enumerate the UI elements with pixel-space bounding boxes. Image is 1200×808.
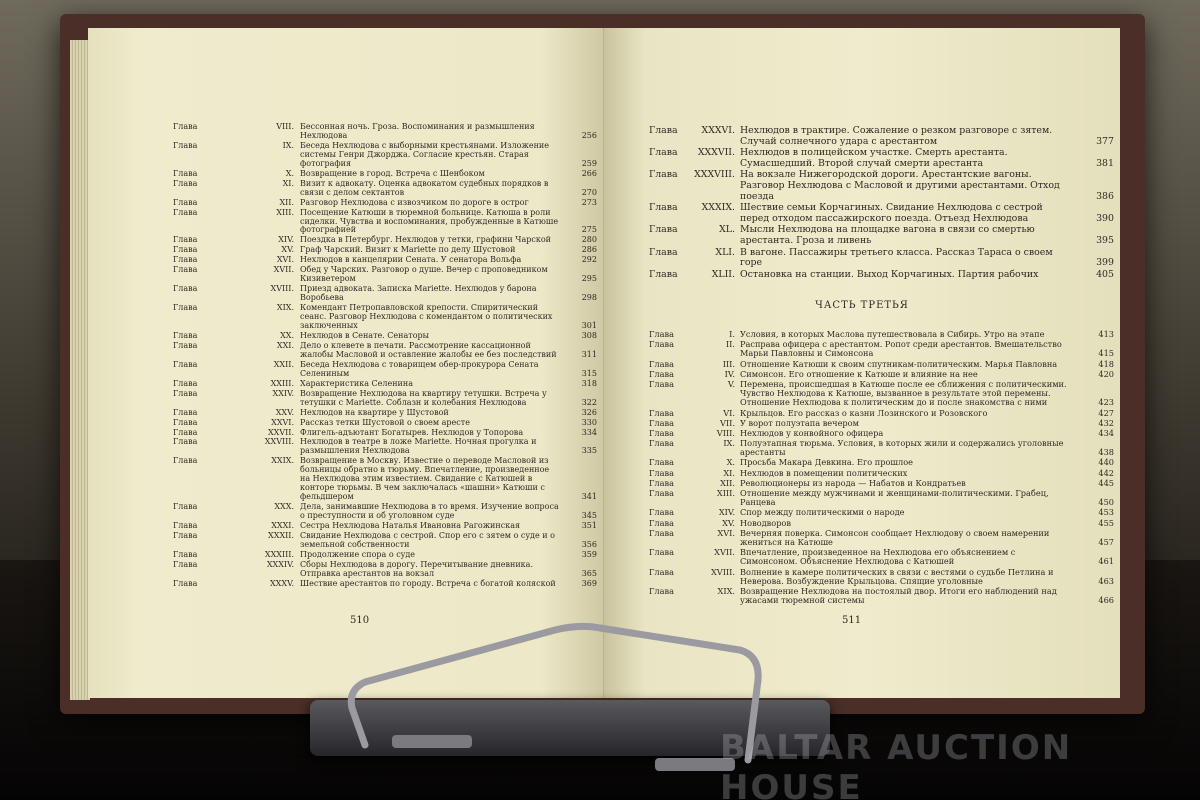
chapter-page: 311 [581, 349, 597, 359]
chapter-page: 450 [1098, 497, 1114, 508]
chapter-page: 381 [1096, 157, 1114, 169]
chapter-number: XII. [279, 197, 294, 207]
chapter-title: Нехлюдов в канцелярии Сената. У сенатора Вольфа [300, 255, 522, 265]
chapter-number: XX. [280, 330, 294, 340]
chapter-title: Революционеры из народа — Набатов и Кондратьев [740, 477, 966, 488]
chapter-title: Условия, в которых Маслова путешествовала в Сибирь. Утро на этапе [740, 329, 1045, 339]
chapter-title: На вокзале Нижегородской дороги. Арестантские вагоны. Разговор Нехлюдова с Масловой и другими арестантами. Отход поезда [740, 169, 1060, 202]
chapter-page: 455 [1098, 517, 1114, 528]
chapter-label: Глава [173, 378, 198, 388]
chapter-number: IX. [723, 438, 735, 449]
chapter-title: Разговор Нехлюдова с извозчиком по дороге в острог [300, 197, 529, 207]
chapter-page: 390 [1096, 212, 1114, 224]
chapter-number: XIII. [276, 207, 294, 217]
chapter-page: 445 [1098, 477, 1114, 488]
chapter-number: II. [725, 339, 735, 350]
chapter-label: Глава [173, 140, 198, 150]
chapter-page: 351 [581, 521, 597, 531]
chapter-title: Визит к адвокату. Оценка адвокатом судебных порядков в связи с делом сектантов [300, 178, 549, 197]
chapter-label: Глава [649, 417, 674, 428]
chapter-label: Глава [173, 122, 198, 131]
chapter-label: Глава [173, 284, 198, 294]
chapter-number: XVIII. [270, 284, 294, 294]
chapter-page: 420 [1098, 368, 1114, 379]
chapter-page: 399 [1096, 257, 1114, 269]
chapter-label: Глава [649, 224, 678, 236]
chapter-title: Возвращение в Москву. Известие о переводе Масловой из больницы обратно в тюрьму. Впечатление, произведенное на Нехлюдова этим известием. Свидание с Катюшей в конторе тюрьмы. В чем заключалась «шашни» Катюши с фельдшером [300, 456, 550, 502]
chapter-label: Глава [649, 467, 674, 478]
chapter-title: Беседа Нехлюдова с выборными крестьянами. Изложение системы Генри Джорджа. Согласие крестьян. Старая фотография [300, 140, 549, 168]
chapter-label: Глава [649, 125, 678, 136]
chapter-label: Глава [649, 202, 678, 214]
chapter-number: XXIV. [272, 388, 294, 398]
chapter-label: Глава [173, 388, 198, 398]
chapter-number: XXX. [274, 502, 294, 512]
chapter-number: XXXI. [271, 521, 294, 531]
chapter-page: 438 [1098, 447, 1114, 458]
chapter-number: XXXIV. [266, 559, 294, 569]
chapter-page: 259 [581, 158, 597, 168]
chapter-page: 318 [581, 378, 597, 388]
chapter-page: 461 [1098, 556, 1114, 567]
chapter-title: Отношение между мужчинами и женщинами-политическими. Грабец, Ранцева [740, 488, 1049, 508]
chapter-number: XLI. [715, 246, 735, 258]
chapter-title: Нехлюдов в театре в ложе Mariette. Ночная прогулка и размышления Нехлюдова [300, 437, 537, 456]
chapter-label: Глава [173, 197, 198, 207]
chapter-number: XVII. [273, 265, 294, 275]
chapter-page: 423 [1098, 397, 1114, 408]
chapter-label: Глава [173, 407, 198, 417]
chapter-title: Нехлюдов в полицейском участке. Смерть арестанта. Сумасшедший. Второй случай смерти арестанта [740, 147, 1008, 169]
chapter-label: Глава [173, 502, 198, 512]
chapter-label: Глава [173, 417, 198, 427]
chapter-number: XXI. [276, 340, 294, 350]
chapter-number: XXXIII. [264, 549, 294, 559]
chapter-title: Возвращение Нехлюдова на постоялый двор. Итоги его наблюдений над ужасами тюремной системы [740, 585, 1057, 606]
chapter-page: 275 [581, 225, 597, 235]
chapter-number: XIX. [717, 585, 735, 596]
chapter-number: X. [726, 457, 735, 468]
chapter-number: XXV. [275, 407, 294, 417]
chapter-title: Крыльцов. Его рассказ о казни Лозинского и Розовского [740, 407, 988, 418]
chapter-number: XXXVII. [697, 147, 735, 159]
chapter-title: Дело о клевете в печати. Рассмотрение кассационной жалобы Масловой и оставление жалобы ее без последствий [300, 340, 557, 359]
chapter-label: Глава [173, 559, 198, 569]
chapter-page: 463 [1098, 575, 1114, 586]
chapter-title: Свидание Нехлюдова с сестрой. Спор его с зятем о суде и о земельной собственности [300, 530, 555, 549]
chapter-page: 308 [581, 330, 597, 340]
chapter-label: Глава [649, 477, 674, 488]
chapter-number: XII. [720, 477, 735, 488]
chapter-title: Отношение Катюши к своим спутникам-политическим. Марья Павловна [740, 358, 1058, 369]
chapter-title: Полуэтапная тюрьма. Условия, в которых жили и содержались уголовные арестанты [740, 438, 1064, 458]
chapter-page: 292 [581, 255, 597, 265]
chapter-page: 273 [581, 197, 597, 207]
chapter-label: Глава [649, 547, 674, 558]
chapter-number: V. [727, 378, 735, 389]
chapter-number: XXII. [273, 359, 294, 369]
chapter-title: Поездка в Петербург. Нехлюдов у тетки, графини Чарской [300, 235, 551, 245]
chapter-label: Глава [173, 427, 198, 437]
chapter-title: Впечатление, произведенное на Нехлюдова его объяснением с Симонсоном. Объяснение Нехлюдова с Катюшей [740, 547, 1016, 567]
chapter-page: 365 [581, 568, 597, 578]
chapter-page: 315 [581, 368, 597, 378]
chapter-label: Глава [173, 168, 198, 178]
chapter-label: Глава [649, 527, 674, 538]
chapter-label: Глава [173, 578, 198, 588]
chapter-page: 415 [1098, 348, 1114, 359]
chapter-title: Бессонная ночь. Гроза. Воспоминания и размышления Нехлюдова [300, 122, 535, 140]
chapter-page: 322 [581, 397, 597, 407]
chapter-title: Просьба Макара Девкина. Его прошлое [740, 457, 913, 468]
chapter-title: Приезд адвоката. Записка Mariette. Нехлюдов у барона Воробьева [300, 284, 537, 303]
chapter-page: 345 [581, 511, 597, 521]
chapter-label: Глава [173, 521, 198, 531]
chapter-label: Глава [173, 549, 198, 559]
chapter-label: Глава [649, 427, 674, 438]
chapter-page: 359 [581, 549, 597, 559]
chapter-number: X. [285, 168, 294, 178]
chapter-label: Глава [173, 178, 198, 188]
watermark: BALTAR AUCTION HOUSE [720, 728, 1073, 808]
chapter-label: Глава [649, 147, 678, 159]
chapter-page: 395 [1096, 234, 1114, 246]
chapter-title: Продолжение спора о суде [300, 549, 416, 559]
chapter-page: 369 [581, 578, 597, 588]
chapter-label: Глава [173, 437, 198, 447]
chapter-title: Посещение Катюши в тюремной больнице. Катюша в роли сиделки. Чувства и воспоминания, пробужденные в Катюше фотографией [300, 207, 559, 235]
chapter-page: 457 [1098, 536, 1114, 547]
chapter-number: XVII. [714, 547, 735, 558]
chapter-title: Нехлюдов в помещении политических [740, 467, 908, 478]
chapter-number: XIX. [276, 303, 294, 313]
chapter-label: Глава [649, 457, 674, 468]
chapter-label: Глава [649, 438, 674, 449]
chapter-number: VIII. [716, 427, 735, 438]
chapter-page: 405 [1096, 268, 1114, 280]
chapter-label: Глава [173, 340, 198, 350]
chapter-title: Комендант Петропавловской крепости. Спиритический сеанс. Разговор Нехлюдова с комендантом о политических заключенных [300, 303, 553, 331]
chapter-number: IX. [282, 140, 294, 150]
chapter-title: Новодворов [740, 517, 791, 528]
chapter-page: 466 [1098, 595, 1114, 606]
chapter-title: Спор между политическими о народе [740, 507, 905, 518]
chapter-number: XV. [281, 245, 294, 255]
chapter-page: 453 [1098, 507, 1114, 518]
chapter-number: XXVII. [267, 427, 294, 437]
chapter-number: VI. [723, 407, 735, 418]
chapter-number: XLII. [711, 268, 735, 280]
chapter-number: VIII. [276, 122, 294, 131]
chapter-title: Нехлюдов в трактире. Сожаление о резком разговоре с зятем. Случай солнечного удара с арестантом [740, 125, 1053, 147]
chapter-label: Глава [649, 585, 674, 596]
chapter-title: Возвращение в город. Встреча с Шенбоком [300, 168, 485, 178]
chapter-number: XIII. [716, 488, 735, 498]
chapter-title: Флигель-адъютант Богатырев. Нехлюдов у Топорова [300, 427, 524, 437]
chapter-label: Глава [649, 339, 674, 350]
chapter-number: IV. [724, 368, 735, 379]
chapter-page: 326 [581, 407, 597, 417]
chapter-page: 341 [581, 492, 597, 502]
chapter-label: Глава [173, 255, 198, 265]
chapter-page: 298 [581, 293, 597, 303]
chapter-title: Шествие арестантов по городу. Встреча с богатой коляской [300, 578, 556, 588]
chapter-title: Перемена, происшедшая в Катюше после ее сближения с политическими. Чувство Нехлюдова к Катюше, вызванное в результате этой перемены. Отношение Нехлюдова к политическим до и после знакомства с ними [740, 378, 1067, 408]
chapter-number: XXVI. [271, 417, 294, 427]
chapter-number: VII. [720, 417, 735, 428]
chapter-title: Расправа офицера с арестантом. Ропот среди арестантов. Вмешательство Марьи Павловны и Симонсона [740, 339, 1062, 359]
chapter-page: 266 [581, 168, 597, 178]
chapter-title: Волнение в камере политических в связи с вестями о судьбе Петлина и Неверова. Возбуждение Крыльцова. Спящие уголовные [740, 566, 1054, 586]
chapter-title: Граф Чарский. Визит к Mariette по делу Шустовой [300, 245, 516, 255]
chapter-number: XL. [719, 224, 735, 236]
chapter-number: XXXVI. [701, 125, 735, 136]
left-page-number: 510 [350, 615, 370, 626]
chapter-page: 434 [1098, 427, 1114, 438]
chapter-page: 442 [1098, 467, 1114, 478]
chapter-label: Глава [649, 268, 678, 280]
chapter-number: XXXII. [268, 530, 294, 540]
chapter-page: 330 [581, 417, 597, 427]
chapter-page: 280 [581, 235, 597, 245]
chapter-page: 440 [1098, 457, 1114, 468]
chapter-label: Глава [173, 245, 198, 255]
chapter-page: 386 [1096, 190, 1114, 202]
chapter-title: Нехлюдов в Сенате. Сенаторы [300, 330, 429, 340]
chapter-label: Глава [649, 488, 674, 498]
chapter-page: 418 [1098, 358, 1114, 369]
chapter-page: 270 [581, 187, 597, 197]
chapter-page: 256 [581, 130, 597, 140]
chapter-title: Симонсон. Его отношение к Катюше и влияние на нее [740, 368, 978, 379]
right-page-number: 511 [842, 615, 862, 626]
chapter-label: Глава [649, 378, 674, 389]
chapter-label: Глава [649, 358, 674, 369]
chapter-number: XXXV. [269, 578, 294, 588]
chapter-label: Глава [173, 235, 198, 245]
chapter-label: Глава [173, 456, 198, 466]
chapter-label: Глава [649, 368, 674, 379]
chapter-label: Глава [173, 530, 198, 540]
chapter-number: XXXIX. [701, 202, 735, 214]
chapter-label: Глава [649, 169, 678, 181]
chapter-number: XVI. [717, 527, 735, 538]
chapter-title: Шествие семьи Корчагиных. Свидание Нехлюдова с сестрой перед отходом пассажирского поезда. Отъезд Нехлюдова [740, 202, 1043, 224]
chapter-label: Глава [649, 407, 674, 418]
chapter-number: XIV. [718, 507, 735, 518]
part-three-heading: ЧАСТЬ ТРЕТЬЯ [815, 300, 909, 311]
chapter-title: Возвращение Нехлюдова на квартиру тетушки. Встреча у тетушки с Mariette. Соблазн и колебания Нехлюдова [300, 388, 547, 407]
chapter-label: Глава [173, 207, 198, 217]
chapter-label: Глава [649, 507, 674, 518]
chapter-page: 377 [1096, 135, 1114, 147]
chapter-title: Нехлюдов у конвойного офицера [740, 427, 884, 438]
chapter-label: Глава [649, 329, 674, 339]
chapter-title: Вечерняя поверка. Симонсон сообщает Нехлюдову о своем намерении жениться на Катюше [740, 527, 1050, 547]
chapter-number: XXIII. [270, 378, 294, 388]
chapter-page: 295 [581, 274, 597, 284]
chapter-title: В вагоне. Пассажиры третьего класса. Рассказ Тараса о своем горе [740, 246, 1053, 269]
chapter-title: У ворот полуэтапа вечером [740, 417, 859, 428]
chapter-title: Нехлюдов на квартире у Шустовой [300, 407, 449, 417]
chapter-title: Обед у Чарских. Разговор о душе. Вечер с проповедником Кизиветером [300, 265, 548, 284]
chapter-page: 413 [1098, 329, 1114, 339]
chapter-number: XV. [722, 517, 735, 528]
chapter-label: Глава [649, 566, 674, 577]
chapter-title: Сестра Нехлюдова Наталья Ивановна Рагожинская [300, 521, 521, 531]
chapter-page: 335 [581, 446, 597, 456]
chapter-label: Глава [173, 265, 198, 275]
chapter-number: XI. [723, 467, 735, 478]
chapter-label: Глава [649, 517, 674, 528]
chapter-page: 334 [581, 427, 597, 437]
chapter-number: XVI. [276, 255, 294, 265]
chapter-number: XXVIII. [264, 437, 294, 447]
chapter-number: XXIX. [271, 456, 294, 466]
chapter-page: 301 [581, 321, 597, 331]
chapter-label: Глава [173, 330, 198, 340]
chapter-page: 356 [581, 539, 597, 549]
chapter-title: Рассказ тетки Шустовой о своем аресте [300, 417, 470, 427]
chapter-label: Глава [649, 246, 678, 258]
chapter-page: 286 [581, 245, 597, 255]
chapter-number: III. [722, 358, 735, 369]
chapter-page: 432 [1098, 417, 1114, 428]
chapter-title: Беседа Нехлюдова с товарищем обер-прокурора Сената Селениным [300, 359, 539, 378]
chapter-title: Характеристика Селенина [300, 378, 413, 388]
chapter-title: Сборы Нехлюдова в дорогу. Перечитывание дневника. Отправка арестантов на вокзал [300, 559, 533, 578]
chapter-number: XXXVIII. [694, 169, 735, 181]
chapter-label: Глава [173, 359, 198, 369]
chapter-page: 427 [1098, 407, 1114, 418]
chapter-title: Дела, занимавшие Нехлюдова в то время. Изучение вопроса о преступности и об уголовном суде [300, 502, 559, 521]
chapter-number: XIV. [278, 235, 294, 245]
chapter-number: I. [729, 329, 735, 339]
chapter-number: XI. [282, 178, 294, 188]
chapter-title: Остановка на станции. Выход Корчагиных. Партия рабочих [740, 268, 1039, 280]
chapter-label: Глава [173, 303, 198, 313]
chapter-title: Мысли Нехлюдова на площадке вагона в связи со смертью арестанта. Гроза и ливень [740, 224, 1035, 246]
chapter-number: XVIII. [710, 566, 735, 577]
